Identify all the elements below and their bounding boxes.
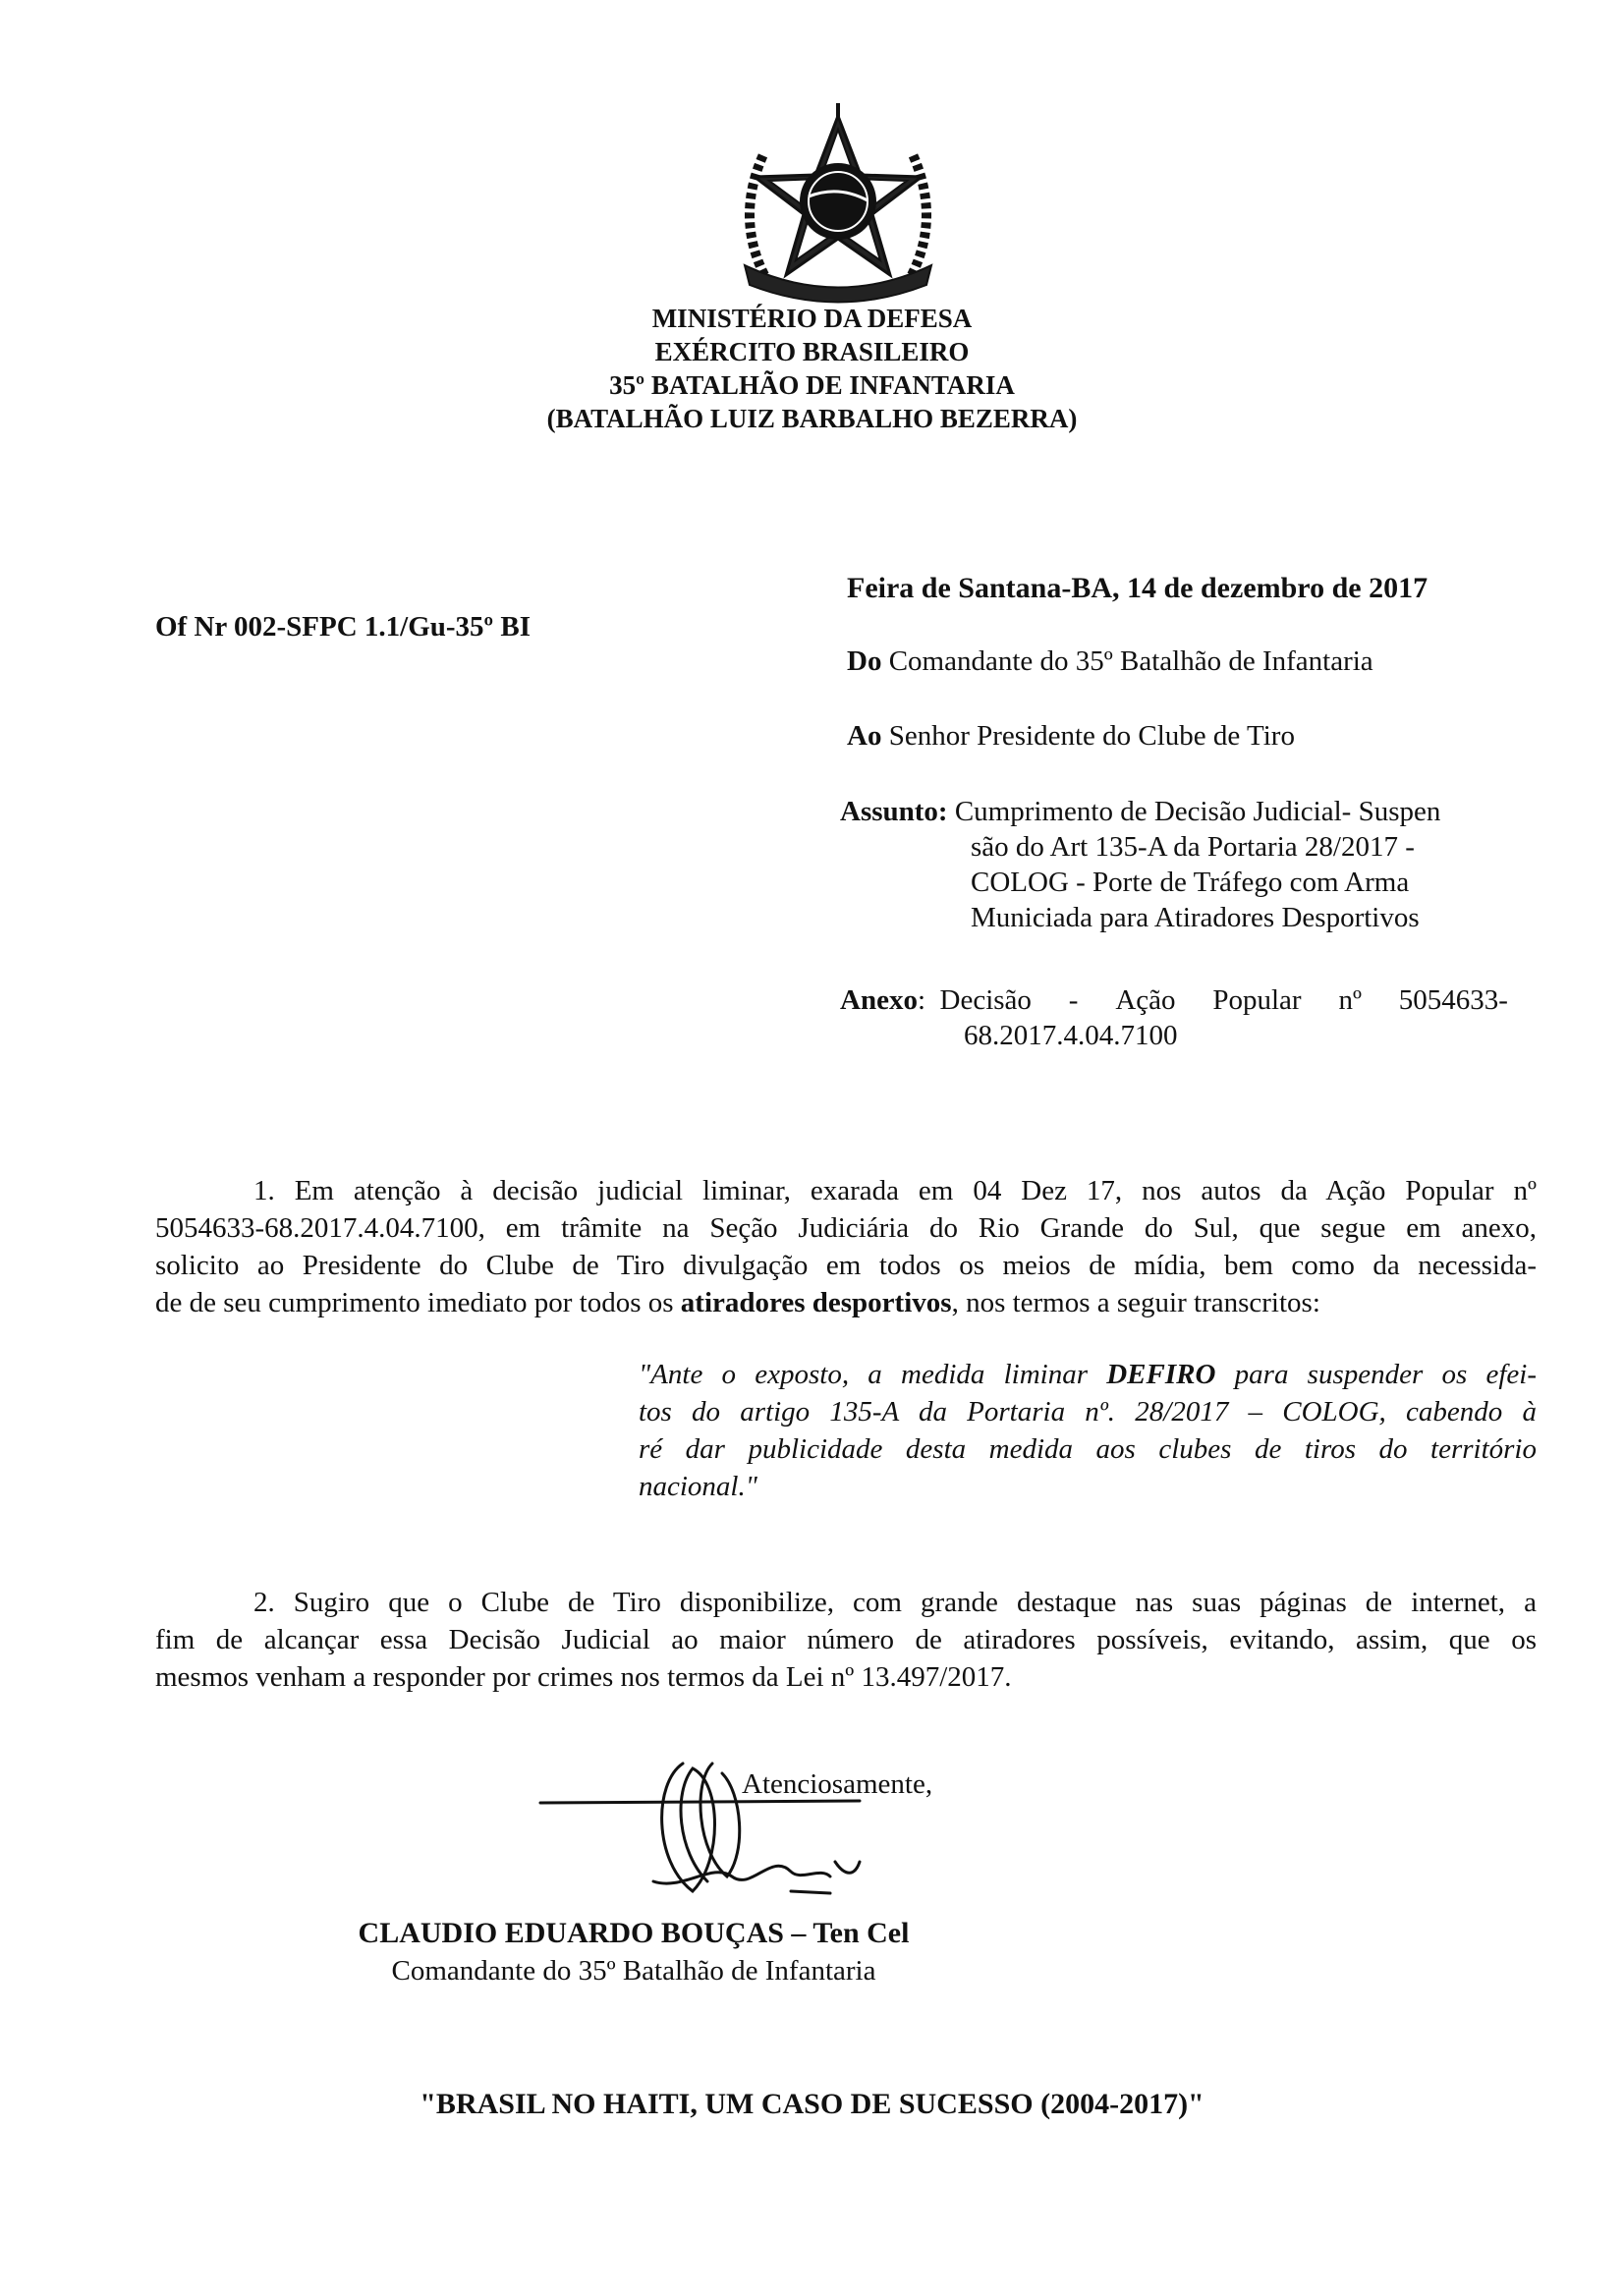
text-run-bold: DEFIRO [1106,1359,1216,1390]
footer-motto: "BRASIL NO HAITI, UM CASO DE SUCESSO (2004-2017)" [420,2088,1204,2120]
annex-process-number: 68.2017.4.04.7100 [964,1020,1178,1051]
text-run: "Ante o exposto, a medida liminar [639,1359,1107,1390]
court-decision-quote [639,1356,1537,1505]
paragraph-line: mesmos venham a responder por crimes nos termos da Lei nº 13.497/2017. [155,1661,1012,1693]
subject-block [840,794,1440,935]
subject-line: COLOG - Porte de Tráfego com Arma [971,867,1410,898]
brazil-coat-of-arms-icon [725,98,951,305]
text-run: para suspender os efei- [1215,1359,1537,1390]
battalion-name: (BATALHÃO LUIZ BARBALHO BEZERRA) [546,404,1078,433]
quote-line: ré dar publicidade desta medida aos clubes de tiros do território [639,1433,1537,1465]
subject-line: Cumprimento de Decisão Judicial- Suspen [947,796,1441,827]
battalion-number: 35º BATALHÃO DE INFANTARIA [609,370,1015,400]
paragraph-2 [155,1584,1537,1696]
paragraph-line [155,1284,1537,1321]
letter-date: Feira de Santana-BA, 14 de dezembro de 2017 [847,572,1428,604]
annex-word: Decisão [939,984,1032,1016]
annex-word: Ação [1115,984,1176,1016]
paragraph-line: 1. Em atenção à decisão judicial liminar, exarada em 04 Dez 17, nos autos da Ação Popular nº [253,1175,1537,1206]
text-run: , nos termos a seguir transcritos: [951,1287,1320,1318]
subject-line: são do Art 135-A da Portaria 28/2017 - [971,831,1415,863]
quote-line [639,1356,1537,1393]
signer-role: Comandante do 35º Batalhão de Infantaria [391,1955,876,1987]
annex-label: Anexo [840,984,918,1016]
ministry-name: MINISTÉRIO DA DEFESA [651,304,973,333]
to-label: Ao [847,720,882,752]
from-label: Do [847,645,882,677]
quote-line: tos do artigo 135-A da Portaria nº. 28/2017 – COLOG, cabendo à [639,1396,1537,1428]
paragraph-line: 5054633-68.2017.4.04.7100, em trâmite na Seção Judiciária do Rio Grande do Sul, que segue em anexo, [155,1212,1537,1244]
to-line [847,720,1295,753]
paragraph-1 [155,1172,1537,1321]
annex-word: 5054633- [1398,984,1508,1016]
from-text: Comandante do 35º Batalhão de Infantaria [881,645,1373,677]
subject-line: Municiada para Atiradores Desportivos [971,902,1420,933]
closing-salutation: Atenciosamente, [742,1768,933,1800]
annex-word: Popular [1212,984,1302,1016]
subject-label: Assunto: [840,796,948,827]
annex-word: - [1068,984,1079,1016]
from-line [847,645,1373,678]
army-name: EXÉRCITO BRASILEIRO [654,337,970,366]
paragraph-line: fim de alcançar essa Decisão Judicial ao maior número de atiradores possíveis, evitando, assim, que os [155,1624,1537,1655]
annex-block [840,982,1508,1053]
handwritten-signature [535,1744,909,1916]
office-number: Of Nr 002-SFPC 1.1/Gu-35º BI [155,611,532,643]
quote-line: nacional." [639,1471,757,1502]
annex-word: nº [1338,984,1362,1016]
annex-word: : [917,984,926,1016]
letterhead [0,302,1624,435]
text-run-bold: atiradores desportivos [680,1287,952,1318]
text-run: de de seu cumprimento imediato por todos os [155,1287,681,1318]
paragraph-line: solicito ao Presidente do Clube de Tiro divulgação em todos os meios de mídia, bem como da necessida- [155,1250,1537,1281]
to-text: Senhor Presidente do Clube de Tiro [881,720,1295,752]
signer-name: CLAUDIO EDUARDO BOUÇAS – Ten Cel [358,1917,910,1949]
paragraph-line: 2. Sugiro que o Clube de Tiro disponibilize, com grande destaque nas suas páginas de internet, a [253,1587,1537,1618]
